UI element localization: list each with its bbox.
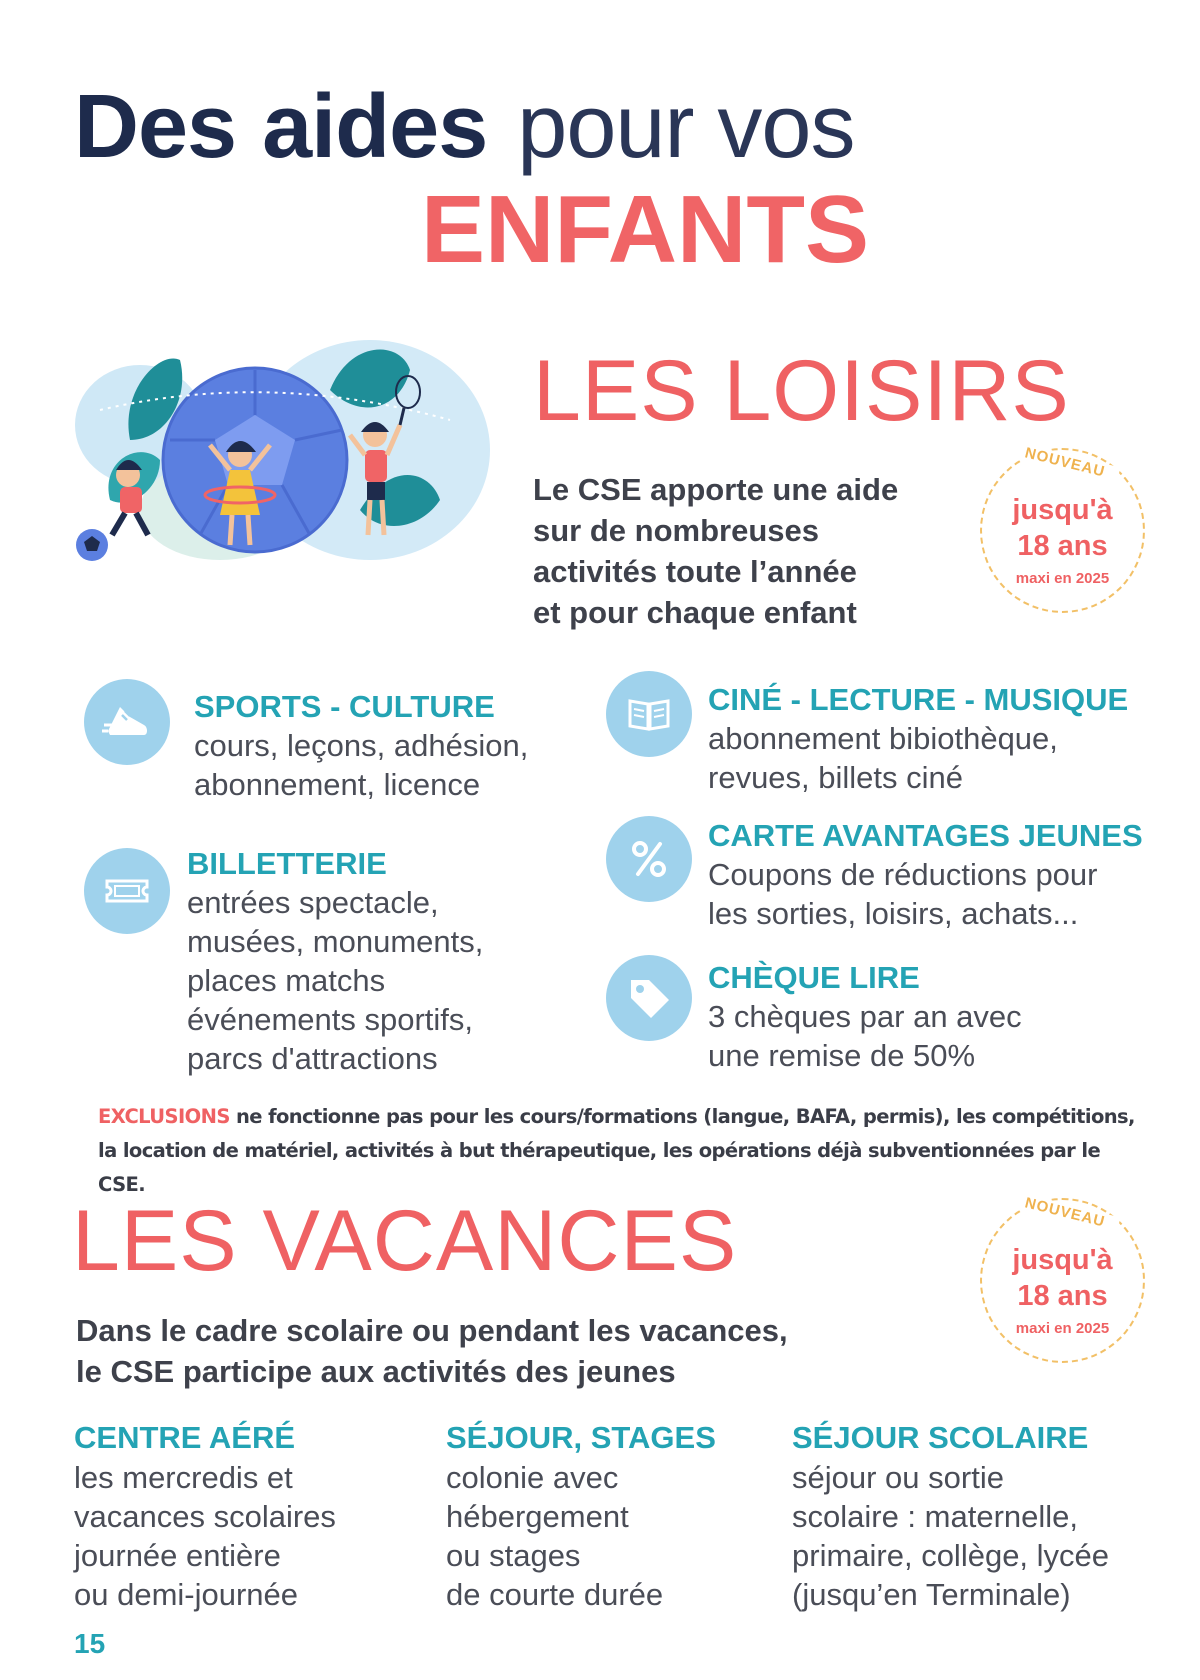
column-centre-aere [74,1418,336,1614]
column-text-line: les mercredis et [74,1460,293,1495]
column-title: SÉJOUR, STAGES [446,1420,716,1455]
item-text-line: entrées spectacle, [187,885,439,920]
column-text-line: journée entière [74,1538,281,1573]
vacances-intro-line: le CSE participe aux activités des jeunes [76,1354,676,1389]
item-text-line: Coupons de réductions pour [708,857,1098,892]
page-title [74,78,854,177]
badge-line-1: jusqu'à [1012,1244,1113,1276]
item-cine-lecture-musique [708,681,1128,797]
column-text-line: scolaire : maternelle, [792,1499,1079,1534]
badge-line-2: 18 ans [1017,1280,1108,1312]
book-icon [606,671,692,757]
item-text-line: places matchs [187,963,386,998]
badge-line-3: maxi en 2025 [1015,1320,1110,1337]
exclusions-note [98,1100,1138,1202]
title-word-aides: aides [262,77,488,177]
column-text-line: hébergement [446,1499,629,1534]
sneaker-icon [84,679,170,765]
title-word-des: Des [74,77,237,177]
badge-nouveau-label: NOUVEAU [1010,441,1121,484]
item-text-line: événements sportifs, [187,1002,474,1037]
nouveau-badge-vacances [980,1194,1145,1363]
item-title: CINÉ - LECTURE - MUSIQUE [708,682,1129,717]
price-tag-icon [606,955,692,1041]
column-sejour-scolaire [792,1418,1109,1614]
badge-nouveau-label: NOUVEAU [1010,1191,1121,1234]
loisirs-intro-line: et pour chaque enfant [533,595,857,630]
exclusions-line-1 [98,1100,1138,1134]
badge-line-2: 18 ans [1017,530,1108,562]
vacances-intro-line: Dans le cadre scolaire ou pendant les vacances, [76,1313,788,1348]
column-title: SÉJOUR SCOLAIRE [792,1420,1089,1455]
item-text-line: les sorties, loisirs, achats... [708,896,1079,931]
exclusions-text-1: ne fonctionne pas pour les cours/formations (langue, BAFA, permis), les compétitions, [235,1105,1135,1128]
item-text-line: 3 chèques par an avec [708,999,1022,1034]
children-playing-illustration [70,330,490,600]
column-text-line: vacances scolaires [74,1499,336,1534]
title-word-pour-vos: pour vos [517,77,855,177]
vacances-intro [76,1310,916,1392]
item-carte-avantages-jeunes [708,817,1143,933]
column-text-line: (jusqu’en Terminale) [792,1577,1071,1612]
item-text-line: musées, monuments, [187,924,484,959]
loisirs-heading: LES LOISIRS [533,343,1070,439]
item-text-line: cours, leçons, adhésion, [194,728,529,763]
item-title: BILLETTERIE [187,846,387,881]
item-text-line: parcs d'attractions [187,1041,438,1076]
ticket-icon [84,848,170,934]
column-title: CENTRE AÉRÉ [74,1420,296,1455]
column-text-line: colonie avec [446,1460,619,1495]
loisirs-intro-line: Le CSE apporte une aide [533,472,899,507]
vacances-heading: LES VACANCES [72,1193,738,1289]
page-number: 15 [74,1628,106,1659]
item-text-line: revues, billets ciné [708,760,964,795]
column-text-line: ou demi-journée [74,1577,299,1612]
percent-icon [606,816,692,902]
column-text-line: séjour ou sortie [792,1460,1004,1495]
column-text-line: ou stages [446,1538,581,1573]
loisirs-intro-line: activités toute l’année [533,554,857,589]
item-title: CHÈQUE LIRE [708,960,920,995]
loisirs-intro-line: sur de nombreuses [533,513,819,548]
column-sejour-stages [446,1418,716,1614]
item-text-line: abonnement bibiothèque, [708,721,1058,756]
badge-line-1: jusqu'à [1012,494,1113,526]
item-sports-culture [194,688,528,804]
title-enfants: ENFANTS [421,176,870,283]
nouveau-badge-loisirs [980,444,1145,613]
item-title: SPORTS - CULTURE [194,689,495,724]
exclusions-label: EXCLUSIONS [98,1105,230,1128]
item-text-line: abonnement, licence [194,767,481,802]
badge-line-3: maxi en 2025 [1015,570,1110,587]
loisirs-intro [533,469,953,633]
column-text-line: primaire, collège, lycée [792,1538,1110,1573]
item-title: CARTE AVANTAGES JEUNES [708,818,1143,853]
item-cheque-lire [708,959,1022,1075]
item-billetterie [187,845,483,1078]
item-text-line: une remise de 50% [708,1038,976,1073]
exclusions-text-2: la location de matériel, activités à but thérapeutique, les opérations déjà subventionnées par le CSE. [98,1139,1101,1196]
column-text-line: de courte durée [446,1577,664,1612]
